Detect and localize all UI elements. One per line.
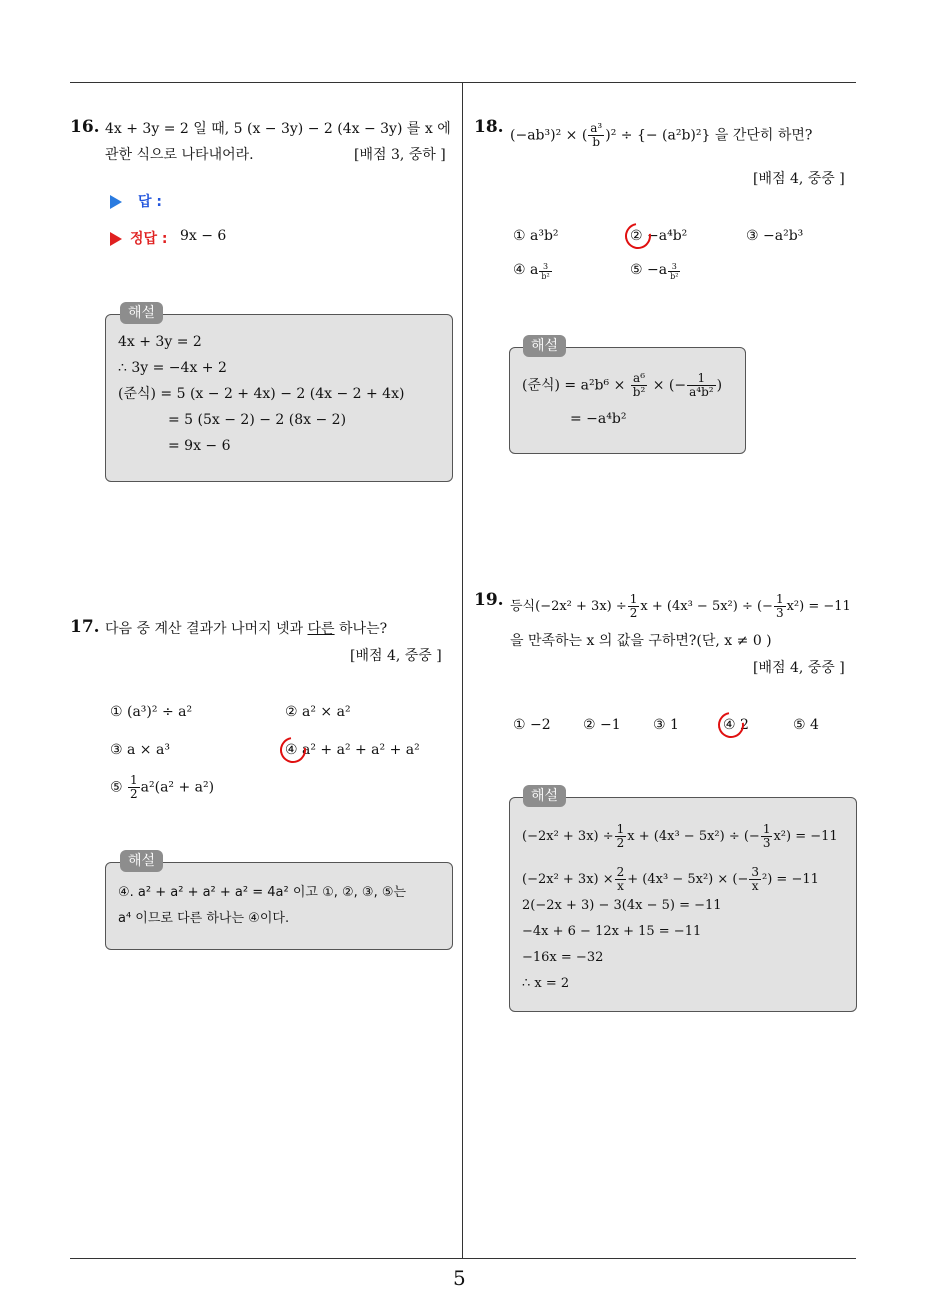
question-text: 관한 식으로 나타내어라. bbox=[105, 147, 254, 163]
score-label: [배점 4, 중중 ] bbox=[350, 648, 442, 664]
option-text: ④ a bbox=[513, 262, 539, 278]
option-4 bbox=[513, 262, 553, 281]
question-number: 17. bbox=[70, 617, 100, 637]
fraction bbox=[687, 372, 715, 399]
question-text bbox=[105, 616, 387, 642]
explanation-tag: 해설 bbox=[120, 302, 163, 324]
explanation-part: (−2x² + 3x) ÷ bbox=[522, 829, 614, 844]
explanation-line: −4x + 6 − 12x + 15 = −11 bbox=[522, 924, 702, 939]
fraction bbox=[615, 866, 627, 893]
answer-label: 답 : bbox=[138, 194, 162, 210]
explanation-line: = 5 (5x − 2) − 2 (8x − 2) bbox=[168, 412, 347, 428]
question-text-part: 등식(−2x² + 3x) ÷ bbox=[510, 599, 627, 614]
fraction-denominator: 3 bbox=[775, 606, 784, 620]
fraction bbox=[128, 774, 140, 801]
question-text bbox=[510, 593, 851, 620]
option-1: ① −2 bbox=[513, 717, 551, 733]
option-5: ⑤ 4 bbox=[793, 717, 819, 733]
question-text-part: (−ab³)² × ( bbox=[510, 127, 588, 144]
fraction-denominator: 3 bbox=[762, 836, 771, 850]
option-5 bbox=[630, 262, 681, 281]
selected-answer-mark bbox=[275, 732, 311, 768]
explanation-tag: 해설 bbox=[523, 335, 566, 357]
fraction-denominator: b bbox=[592, 135, 601, 149]
question-text-part: 다음 중 계산 결과가 나머지 넷과 bbox=[105, 621, 308, 637]
option-3: ③ a × a³ bbox=[110, 742, 170, 758]
fraction bbox=[761, 823, 773, 850]
explanation-part: × (− bbox=[652, 377, 687, 394]
correct-answer-value: 9x − 6 bbox=[180, 228, 227, 244]
play-outline-icon bbox=[110, 232, 122, 246]
fraction bbox=[774, 593, 786, 620]
explanation-line: a⁴ 이므로 다른 하나는 ④이다. bbox=[118, 911, 290, 926]
explanation-part: ) bbox=[716, 377, 723, 394]
question-number: 18. bbox=[474, 117, 504, 137]
fraction bbox=[588, 122, 604, 149]
explanation-line bbox=[522, 823, 838, 850]
fraction-denominator: x bbox=[617, 879, 624, 893]
score-label: [배점 3, 중하 ] bbox=[354, 147, 446, 163]
question-text: 을 만족하는 x 의 값을 구하면?(단, x ≠ 0 ) bbox=[510, 633, 772, 649]
fraction-denominator: b² bbox=[541, 272, 550, 281]
answer-row bbox=[110, 191, 162, 211]
fraction bbox=[615, 823, 627, 850]
explanation-line: −16x = −32 bbox=[522, 950, 604, 965]
fraction-numerator: a³ bbox=[590, 121, 603, 135]
underlined-word: 다른 bbox=[307, 621, 335, 637]
explanation-line: ∴ x = 2 bbox=[522, 976, 570, 991]
option-5 bbox=[110, 774, 214, 801]
fraction-exponent bbox=[539, 262, 551, 281]
bottom-rule bbox=[70, 1258, 856, 1259]
option-1: ① (a³)² ÷ a² bbox=[110, 704, 193, 720]
score-label: [배점 4, 중중 ] bbox=[753, 660, 845, 676]
question-text-part: )² ÷ {− (a²b)²} 을 간단히 하면? bbox=[605, 127, 813, 144]
fraction-numerator: 1 bbox=[616, 822, 625, 836]
option-2: ② −1 bbox=[583, 717, 621, 733]
fraction-denominator: b² bbox=[632, 385, 646, 399]
question-text-part: x²) = −11 bbox=[786, 599, 851, 614]
fraction-numerator: 3 bbox=[751, 865, 759, 879]
explanation-tag: 해설 bbox=[120, 850, 163, 872]
explanation-line: = 9x − 6 bbox=[168, 438, 231, 454]
fraction-denominator: 2 bbox=[629, 606, 638, 620]
explanation-tag: 해설 bbox=[523, 785, 566, 807]
question-number: 19. bbox=[474, 590, 504, 610]
fraction-numerator: 3 bbox=[668, 262, 680, 272]
explanation-line: (준식) = 5 (x − 2 + 4x) − 2 (4x − 2 + 4x) bbox=[118, 386, 405, 402]
explanation-part: x²) = −11 bbox=[773, 829, 838, 844]
option-4: ④ a² + a² + a² + a² bbox=[285, 742, 420, 758]
fraction-numerator: 2 bbox=[616, 865, 625, 879]
option-number: ⑤ bbox=[110, 779, 123, 796]
fraction-numerator: 1 bbox=[629, 592, 638, 606]
fraction-numerator: 1 bbox=[762, 822, 771, 836]
top-rule bbox=[70, 82, 856, 83]
fraction bbox=[749, 866, 761, 893]
fraction-denominator: x bbox=[751, 879, 759, 893]
fraction bbox=[631, 372, 648, 399]
option-2: ② −a⁴b² bbox=[630, 228, 688, 244]
option-text: a²(a² + a²) bbox=[140, 779, 215, 796]
option-2: ② a² × a² bbox=[285, 704, 351, 720]
explanation-part: ²) = −11 bbox=[762, 872, 819, 887]
explanation-box bbox=[509, 347, 746, 454]
score-label: [배점 4, 중중 ] bbox=[753, 171, 845, 187]
option-4: ④ 2 bbox=[723, 717, 749, 733]
fraction-denominator: 2 bbox=[616, 836, 625, 850]
question-text: 4x + 3y = 2 일 때, 5 (x − 3y) − 2 (4x − 3y) 를 x 에 bbox=[105, 121, 451, 137]
page-number: 5 bbox=[453, 1266, 466, 1290]
correct-label: 정답 : bbox=[130, 231, 168, 247]
explanation-line bbox=[522, 372, 722, 399]
option-3: ③ 1 bbox=[653, 717, 679, 733]
explanation-line: 2(−2x + 3) − 3(4x − 5) = −11 bbox=[522, 898, 722, 913]
explanation-part: + (4x³ − 5x²) × (− bbox=[627, 872, 749, 887]
correct-answer-row bbox=[110, 228, 168, 248]
explanation-line bbox=[522, 866, 819, 893]
fraction-numerator: 1 bbox=[130, 773, 138, 787]
fraction-numerator: 3 bbox=[539, 262, 551, 272]
explanation-line: = −a⁴b² bbox=[570, 411, 627, 427]
option-text: ⑤ −a bbox=[630, 262, 668, 278]
option-1: ① a³b² bbox=[513, 228, 559, 244]
column-divider bbox=[462, 83, 463, 1259]
question-text-part: x + (4x³ − 5x²) ÷ (− bbox=[640, 599, 773, 614]
fraction-denominator: 2 bbox=[130, 787, 138, 801]
explanation-part: (준식) = a²b⁶ × bbox=[522, 377, 626, 394]
explanation-line: 4x + 3y = 2 bbox=[118, 334, 202, 350]
option-3: ③ −a²b³ bbox=[746, 228, 804, 244]
question-text-part: 하나는? bbox=[334, 621, 388, 637]
fraction-numerator: a⁶ bbox=[631, 372, 648, 386]
fraction-denominator: a⁴b² bbox=[689, 385, 714, 399]
explanation-box bbox=[105, 862, 453, 950]
fraction-numerator: 1 bbox=[687, 372, 715, 386]
explanation-part: x + (4x³ − 5x²) ÷ (− bbox=[627, 829, 760, 844]
fraction-exponent bbox=[668, 262, 680, 281]
fraction-denominator: b² bbox=[670, 272, 679, 281]
explanation-line: ∴ 3y = −4x + 2 bbox=[118, 360, 227, 376]
selected-answer-mark bbox=[713, 707, 749, 743]
fraction-numerator: 1 bbox=[775, 592, 784, 606]
question-number: 16. bbox=[70, 117, 100, 137]
selected-answer-mark bbox=[620, 218, 656, 254]
explanation-line: ④. a² + a² + a² + a² = 4a² 이고 ①, ②, ③, ⑤는 bbox=[118, 885, 407, 900]
explanation-part: (−2x² + 3x) × bbox=[522, 872, 614, 887]
play-icon bbox=[110, 195, 122, 209]
question-text bbox=[510, 122, 812, 149]
fraction bbox=[628, 593, 640, 620]
